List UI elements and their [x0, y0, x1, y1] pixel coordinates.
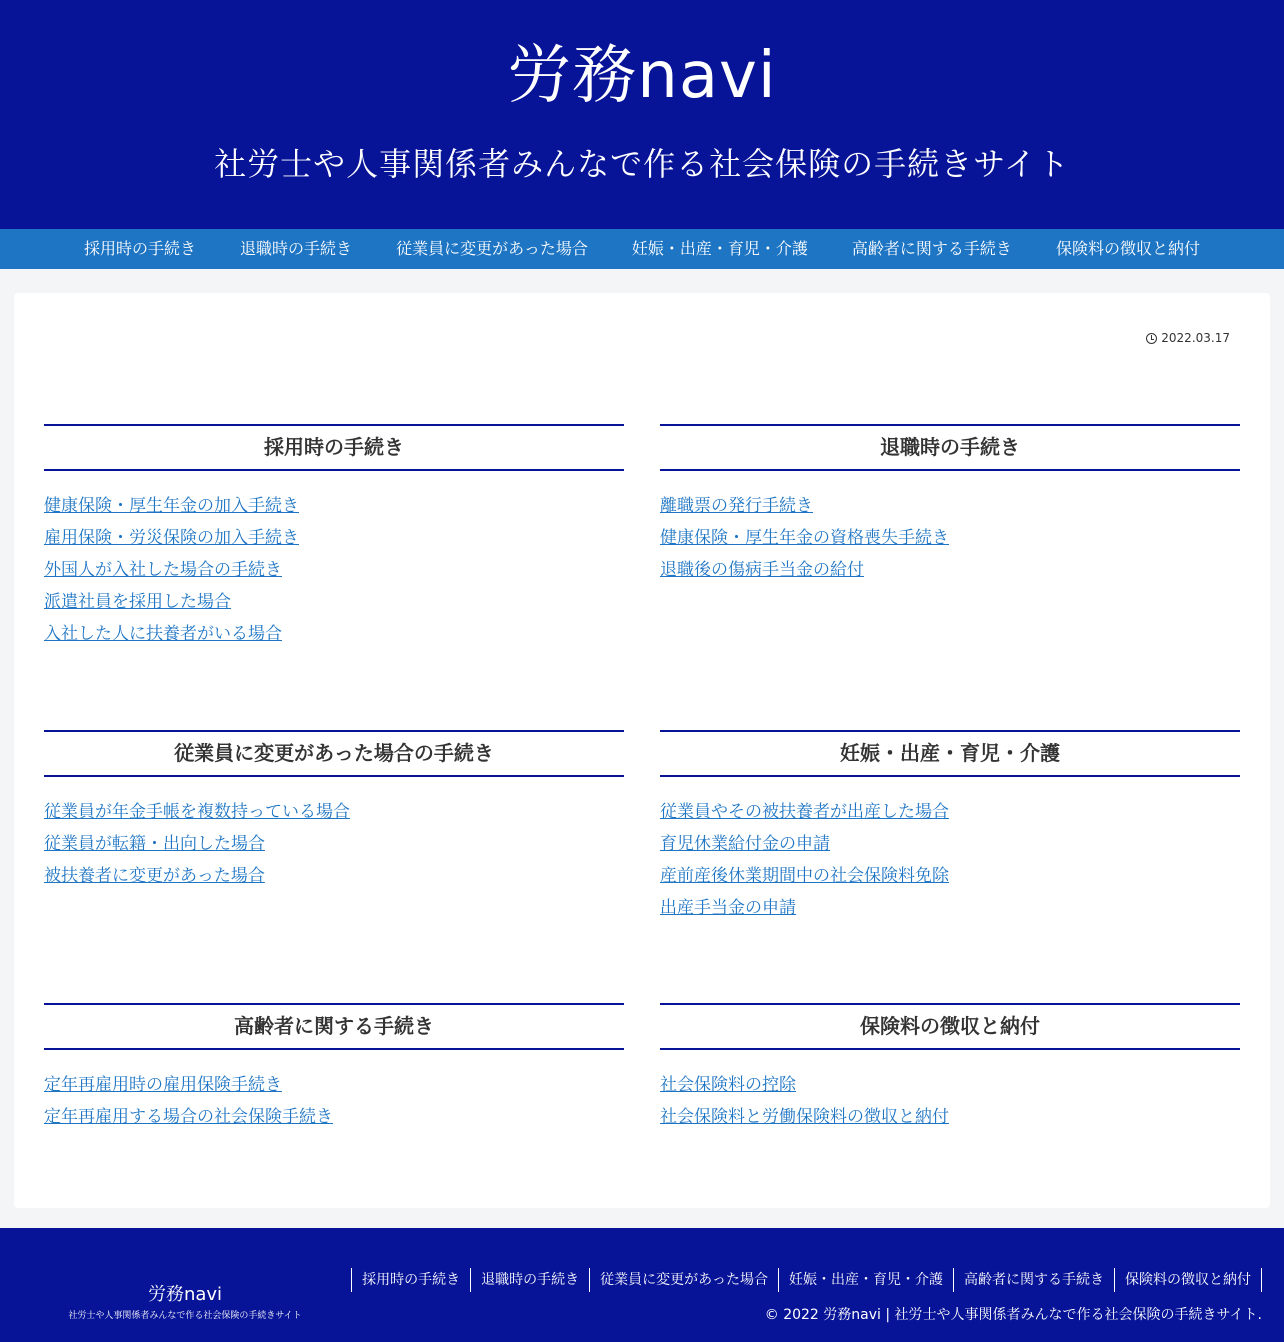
- nav-item-employee-changes[interactable]: 従業員に変更があった場合: [396, 239, 588, 258]
- list-item: [44, 799, 624, 831]
- section-pregnancy-childcare: [660, 730, 1240, 927]
- post-date: [1146, 331, 1230, 345]
- list-item: [660, 895, 1240, 927]
- section-link[interactable]: 育児休業給付金の申請: [660, 834, 830, 854]
- nav-item-premiums[interactable]: 保険料の徴収と納付: [1055, 239, 1200, 258]
- nav-item-elderly[interactable]: 高齢者に関する手続き: [851, 239, 1012, 258]
- nav-item-retirement[interactable]: 退職時の手続き: [240, 239, 353, 258]
- section-link[interactable]: 出産手当金の申請: [660, 898, 796, 918]
- section-title: 妊娠・出産・育児・介護: [660, 730, 1240, 777]
- list-item: [660, 831, 1240, 863]
- site-footer: [0, 1228, 1284, 1342]
- footer-tagline: 社労士や人事関係者みんなで作る社会保険の手続きサイト: [68, 1311, 302, 1321]
- section-link[interactable]: 定年再雇用する場合の社会保険手続き: [44, 1107, 333, 1127]
- footer-logo[interactable]: 労務navi: [147, 1284, 223, 1305]
- list-item: [44, 1104, 624, 1136]
- section-title: 退職時の手続き: [660, 424, 1240, 471]
- section-title: 採用時の手続き: [44, 424, 624, 471]
- site-logo[interactable]: 労務navi: [507, 39, 777, 113]
- content-card: [14, 293, 1270, 1208]
- section-link[interactable]: 入社した人に扶養者がいる場合: [44, 624, 282, 644]
- site-tagline: 社労士や人事関係者みんなで作る社会保険の手続きサイト: [214, 145, 1070, 183]
- nav-item-hiring[interactable]: 採用時の手続き: [84, 239, 197, 258]
- global-nav: [0, 229, 1284, 269]
- section-link[interactable]: 退職後の傷病手当金の給付: [660, 560, 864, 580]
- list-item: [660, 1072, 1240, 1104]
- section-link-list: [660, 1072, 1240, 1136]
- section-link-list: [44, 493, 624, 653]
- list-item: [44, 493, 624, 525]
- section-link-list: [660, 799, 1240, 927]
- list-item: [44, 525, 624, 557]
- footer-nav-item-retirement[interactable]: 退職時の手続き: [471, 1268, 590, 1292]
- list-item: [660, 557, 1240, 589]
- section-title: 高齢者に関する手続き: [44, 1003, 624, 1050]
- section-link[interactable]: 産前産後休業期間中の社会保険料免除: [660, 866, 949, 886]
- section-retirement: [660, 424, 1240, 589]
- list-item: [44, 557, 624, 589]
- footer-nav: [351, 1268, 1262, 1292]
- list-item: [44, 863, 624, 895]
- list-item: [660, 525, 1240, 557]
- section-link[interactable]: 派遣社員を採用した場合: [44, 592, 231, 612]
- footer-nav-item-premiums[interactable]: 保険料の徴収と納付: [1115, 1268, 1262, 1292]
- section-link[interactable]: 社会保険料の控除: [660, 1075, 796, 1095]
- list-item: [660, 863, 1240, 895]
- section-link[interactable]: 被扶養者に変更があった場合: [44, 866, 265, 886]
- section-elderly: [44, 1003, 624, 1136]
- list-item: [660, 1104, 1240, 1136]
- section-link[interactable]: 離職票の発行手続き: [660, 496, 813, 516]
- section-link[interactable]: 雇用保険・労災保険の加入手続き: [44, 528, 299, 548]
- section-link[interactable]: 社会保険料と労働保険料の徴収と納付: [660, 1107, 949, 1127]
- nav-item-pregnancy-childcare[interactable]: 妊娠・出産・育児・介護: [631, 239, 808, 258]
- section-hiring: [44, 424, 624, 653]
- section-link[interactable]: 健康保険・厚生年金の資格喪失手続き: [660, 528, 949, 548]
- section-premiums: [660, 1003, 1240, 1136]
- section-title: 保険料の徴収と納付: [660, 1003, 1240, 1050]
- section-link-list: [44, 799, 624, 895]
- copyright: © 2022 労務navi | 社労士や人事関係者みんなで作る社会保険の手続きサイト.: [764, 1307, 1262, 1323]
- post-date-text: 2022.03.17: [1161, 331, 1230, 345]
- section-employee-changes: [44, 730, 624, 895]
- list-item: [44, 621, 624, 653]
- section-link-list: [660, 493, 1240, 589]
- list-item: [660, 493, 1240, 525]
- list-item: [44, 589, 624, 621]
- section-link[interactable]: 従業員やその被扶養者が出産した場合: [660, 802, 949, 822]
- footer-nav-item-elderly[interactable]: 高齢者に関する手続き: [954, 1268, 1115, 1292]
- section-link[interactable]: 従業員が転籍・出向した場合: [44, 834, 265, 854]
- section-link[interactable]: 定年再雇用時の雇用保険手続き: [44, 1075, 282, 1095]
- section-link-list: [44, 1072, 624, 1136]
- site-header: [0, 0, 1284, 229]
- section-link[interactable]: 従業員が年金手帳を複数持っている場合: [44, 802, 350, 822]
- section-link[interactable]: 外国人が入社した場合の手続き: [44, 560, 282, 580]
- list-item: [44, 1072, 624, 1104]
- footer-nav-item-employee-changes[interactable]: 従業員に変更があった場合: [590, 1268, 779, 1292]
- clock-icon: [1146, 333, 1157, 344]
- list-item: [660, 799, 1240, 831]
- list-item: [44, 831, 624, 863]
- footer-nav-item-pregnancy-childcare[interactable]: 妊娠・出産・育児・介護: [779, 1268, 954, 1292]
- section-link[interactable]: 健康保険・厚生年金の加入手続き: [44, 496, 299, 516]
- section-title: 従業員に変更があった場合の手続き: [44, 730, 624, 777]
- footer-nav-item-hiring[interactable]: 採用時の手続き: [352, 1268, 471, 1292]
